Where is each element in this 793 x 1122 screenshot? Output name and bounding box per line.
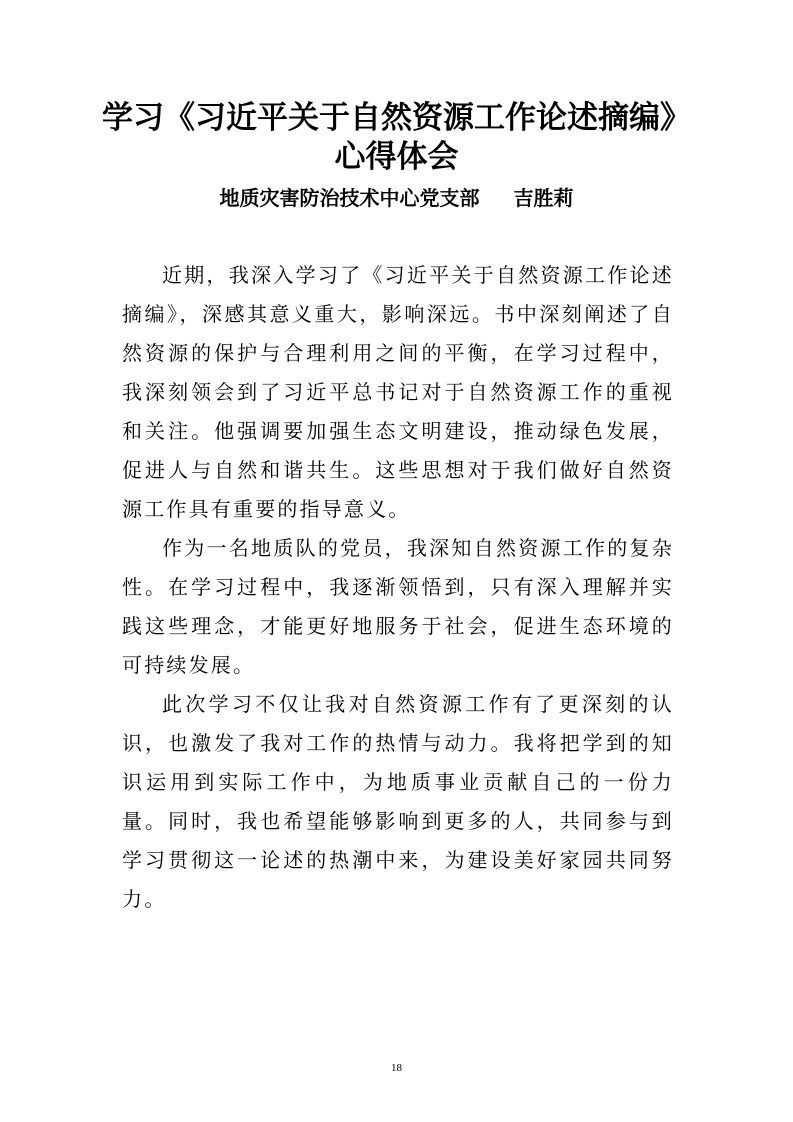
page-title: 学习《习近平关于自然资源工作论述摘编》 xyxy=(102,100,691,136)
page-number: 18 xyxy=(391,1062,402,1074)
author-byline xyxy=(60,184,733,212)
author-organization: 地质灾害防治技术中心党支部 xyxy=(219,186,480,210)
page-subtitle: 心得体会 xyxy=(334,139,459,175)
paragraph-1: 近期，我深入学习了《习近平关于自然资源工作论述摘编》，深感其意义重大，影响深远。书中深刻阐述了自然资源的保护与合理利用之间的平衡，在学习过程中，我深刻领会到了习近平总书记对于自然资源工作的重视和关注。他强调要加强生态文明建设，推动绿色发展，促进人与自然和谐共生。这些思想对于我们做好自然资源工作具有重要的指导意义。 xyxy=(122,263,674,521)
paragraph-3: 此次学习不仅让我对自然资源工作有了更深刻的认识，也激发了我对工作的热情与动力。我将把学到的知识运用到实际工作中，为地质事业贡献自己的一份力量。同时，我也希望能够影响到更多的人，共同参与到学习贯彻这一论述的热潮中来，为建设美好家园共同努力。 xyxy=(122,692,674,911)
paragraph-2: 作为一名地质队的党员，我深知自然资源工作的复杂性。在学习过程中，我逐渐领悟到，只有深入理解并实践这些理念，才能更好地服务于社会，促进生态环境的可持续发展。 xyxy=(122,536,674,677)
article-body xyxy=(122,256,674,919)
author-name: 吉胜莉 xyxy=(513,186,574,210)
